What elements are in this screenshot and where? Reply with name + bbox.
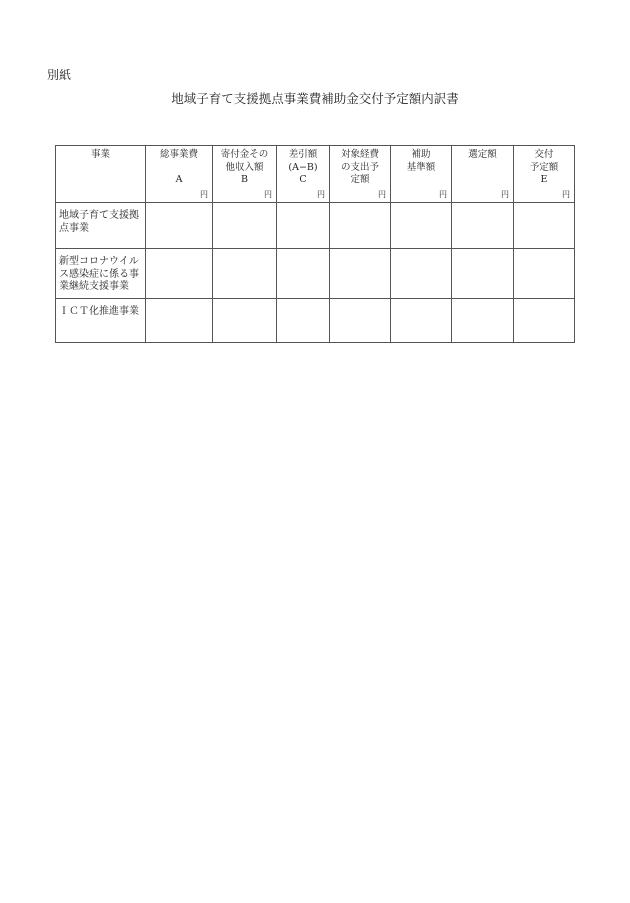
header-line: E [540,174,548,185]
amount-cell[interactable] [146,299,213,343]
header-row [56,146,575,203]
amount-cell[interactable] [514,203,575,249]
column-header [330,146,391,203]
column-header [391,146,452,203]
amount-cell[interactable] [146,249,213,299]
table-row [56,299,575,343]
amount-cell[interactable] [277,203,330,249]
column-header [514,146,575,203]
header-line: B [241,174,248,185]
table-row [56,249,575,299]
header-line: A [175,174,183,185]
header-line: C [299,174,307,185]
amount-cell[interactable] [452,203,514,249]
header-line: 交付 [534,149,554,160]
header-line [149,162,209,175]
amount-cell[interactable] [213,299,277,343]
amount-cell[interactable] [277,299,330,343]
header-line: 定額 [350,174,370,185]
amount-cell[interactable] [514,299,575,343]
column-header [213,146,277,203]
project-name: 新型コロナウイルス感染症に係る事業継続支援事業 [56,249,146,299]
amount-cell[interactable] [330,249,391,299]
unit-yen: 円 [317,189,325,199]
header-line: の支出予 [340,161,379,173]
amount-cell[interactable] [391,299,452,343]
amount-cell[interactable] [391,249,452,299]
unit-yen: 円 [562,189,570,199]
header-line: 対象経費 [340,149,379,160]
amount-cell[interactable] [330,299,391,343]
amount-cell[interactable] [452,299,514,343]
header-line: 選定額 [468,149,497,160]
header-line: 差引額 [288,149,318,160]
header-line: 事業 [90,149,110,160]
amount-cell[interactable] [277,249,330,299]
document-title: 地域子育て支援拠点事業費補助金交付予定額内訳書 [171,91,459,106]
column-header [277,146,330,203]
amount-cell[interactable] [330,203,391,249]
column-header [56,146,146,203]
header-line: 予定額 [529,161,559,173]
amount-cell[interactable] [213,249,277,299]
column-header [146,146,213,203]
breakdown-table [55,145,575,343]
amount-cell[interactable] [514,249,575,299]
header-line: 寄付金その [220,149,269,160]
unit-yen: 円 [501,189,509,199]
unit-yen: 円 [264,189,272,199]
header-line: 総事業費 [159,149,198,160]
amount-cell[interactable] [452,249,514,299]
project-name: ＩＣＴ化推進事業 [56,299,146,343]
header-line: 他収入額 [225,161,264,173]
header-line: 補助 [411,149,431,160]
unit-yen: 円 [200,189,208,199]
amount-cell[interactable] [391,203,452,249]
attachment-label: 別紙 [47,68,72,82]
unit-yen: 円 [378,189,386,199]
table-row [56,203,575,249]
header-line: 基準額 [406,161,436,173]
unit-yen: 円 [439,189,447,199]
column-header [452,146,514,203]
amount-cell[interactable] [213,203,277,249]
amount-cell[interactable] [146,203,213,249]
header-line: (A−B) [288,161,318,173]
project-name: 地域子育て支援拠点事業 [56,203,146,249]
